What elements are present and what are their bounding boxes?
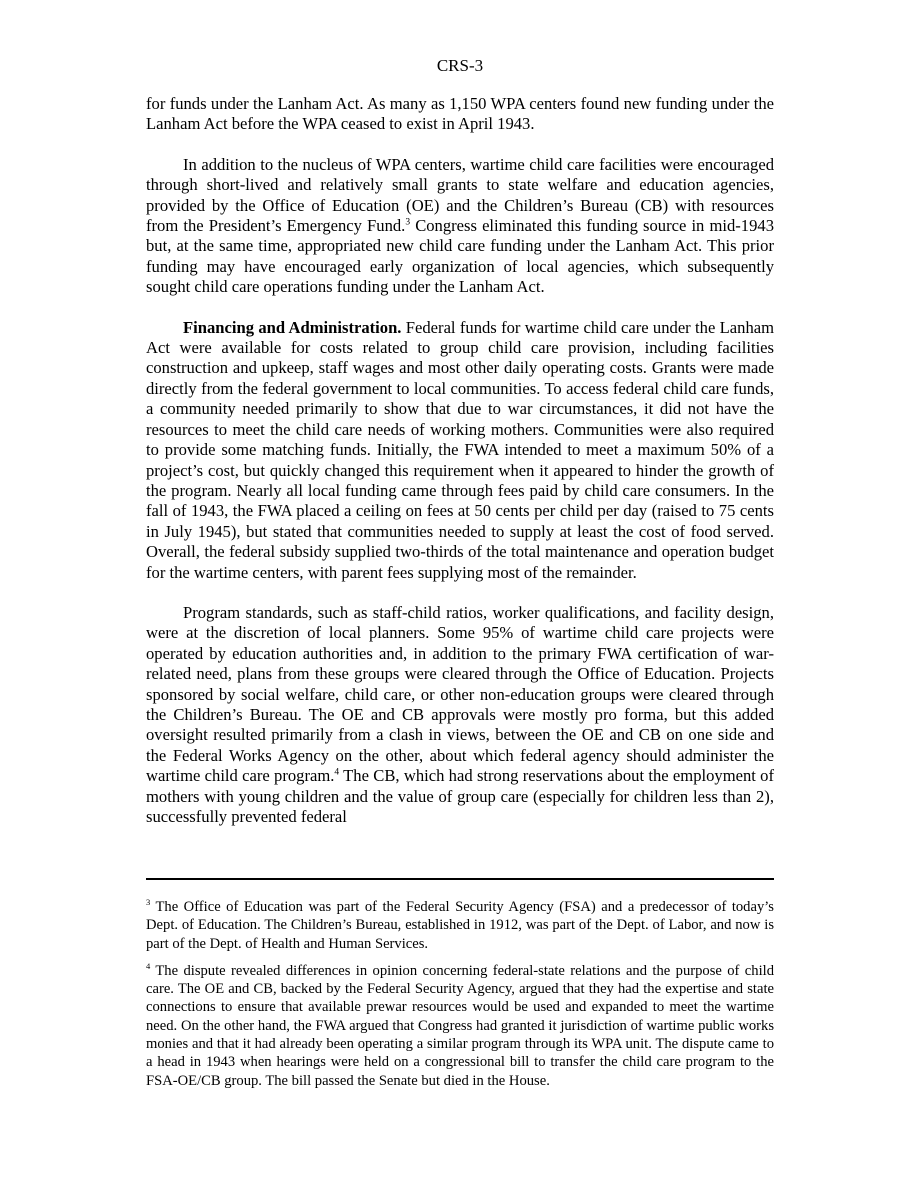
- footnotes: [146, 898, 774, 1099]
- footnote-number: 3: [146, 897, 151, 908]
- footnote-4: [146, 962, 774, 1090]
- footnote-text: The Office of Education was part of the Federal Security Agency (FSA) and a predecessor of today’s Dept. of Education. The Children’s Bureau, established in 1912, was part of the Dept. of Labor, and now is part of the Dept. of Health and Human Services.: [146, 899, 774, 952]
- body-text: [146, 94, 774, 847]
- paragraph-wpa-centers: [146, 155, 774, 298]
- page-header: CRS-3: [436, 56, 484, 75]
- footnote-text: The dispute revealed differences in opinion concerning federal-state relations and the purpose of child care. The OE and CB, backed by the Federal Security Agency, argued that they had the expertise and state connections to ensure that available prewar resources would be used and expanded to meet the wartime need. On the other hand, the FWA argued that Congress had granted it jurisdiction of wartime public works monies and that it had already been operating a similar program through its WPA unit. The dispute came to a head in 1943 when hearings were held on a congressional bill to transfer the child care program to the FSA-OE/CB group. The bill passed the Senate but died in the House.: [146, 962, 774, 1089]
- footnote-divider: [146, 878, 774, 880]
- paragraph-text: In addition to the nucleus of WPA centers, wartime child care facilities were encouraged through short-lived and relatively small grants to state welfare and education agencies, provided by the Office of Education (OE) and the Children’s Bureau (CB) with resources from the President’s Emergency Fund.: [146, 154, 774, 236]
- footnote-reference-3: 3: [405, 217, 411, 228]
- footnote-number: 4: [146, 961, 151, 972]
- footnote-reference-4: 4: [334, 767, 340, 778]
- section-heading-financing: Financing and Administration.: [183, 317, 402, 337]
- paragraph-financing: [146, 318, 774, 583]
- footnote-3: [146, 898, 774, 953]
- paragraph-text: for funds under the Lanham Act. As many as 1,150 WPA centers found new funding under the Lanham Act before the WPA ceased to exist in April 1943.: [146, 94, 774, 134]
- paragraph-text: Program standards, such as staff-child ratios, worker qualifications, and facility design, were at the discretion of local planners. Some 95% of wartime child care projects were operated by education authorities and, in addition to the primary FWA certification of war-related need, plans from these groups were cleared through the Office of Education. Projects sponsored by social welfare, child care, or other non-education groups were cleared through the Children’s Bureau. The OE and CB approvals were mostly pro forma, but this added oversight resulted primarily from a clash in views, between the OE and CB on one side and the Federal Works Agency on the other, about which federal agency should administer the wartime child care program.: [146, 602, 774, 786]
- paragraph-continuation: [146, 94, 774, 135]
- paragraph-text: The CB, which had strong reservations about the employment of mothers with young children and the value of group care (especially for children less than 2), successfully prevented federal: [146, 766, 774, 826]
- paragraph-text: Congress eliminated this funding source in mid-1943 but, at the same time, appropriated new child care funding under the Lanham Act. This prior funding may have encouraged early organization of local agencies, which subsequently sought child care operations funding under the Lanham Act.: [146, 216, 774, 297]
- paragraph-program-standards: [146, 603, 774, 827]
- paragraph-text: Federal funds for wartime child care under the Lanham Act were available for costs related to group child care provision, including facilities construction and upkeep, staff wages and most other daily operating costs. Grants were made directly from the federal government to local communities. To access federal child care funds, a community needed primarily to show that due to war circumstances, it did not have the resources to meet the child care needs of working mothers. Communities were also required to provide some matching funds. Initially, the FWA intended to meet a maximum 50% of a project’s cost, but quickly changed this requirement when it appeared to hinder the growth of the program. Nearly all local funding came through fees paid by child care consumers. In the fall of 1943, the FWA placed a ceiling on fees at 50 cents per child per day (raised to 75 cents in July 1945), but stated that communities needed to supply at least the cost of food served. Overall, the federal subsidy supplied two-thirds of the total maintenance and operation budget for the wartime centers, with parent fees supplying most of the remainder.: [146, 317, 775, 582]
